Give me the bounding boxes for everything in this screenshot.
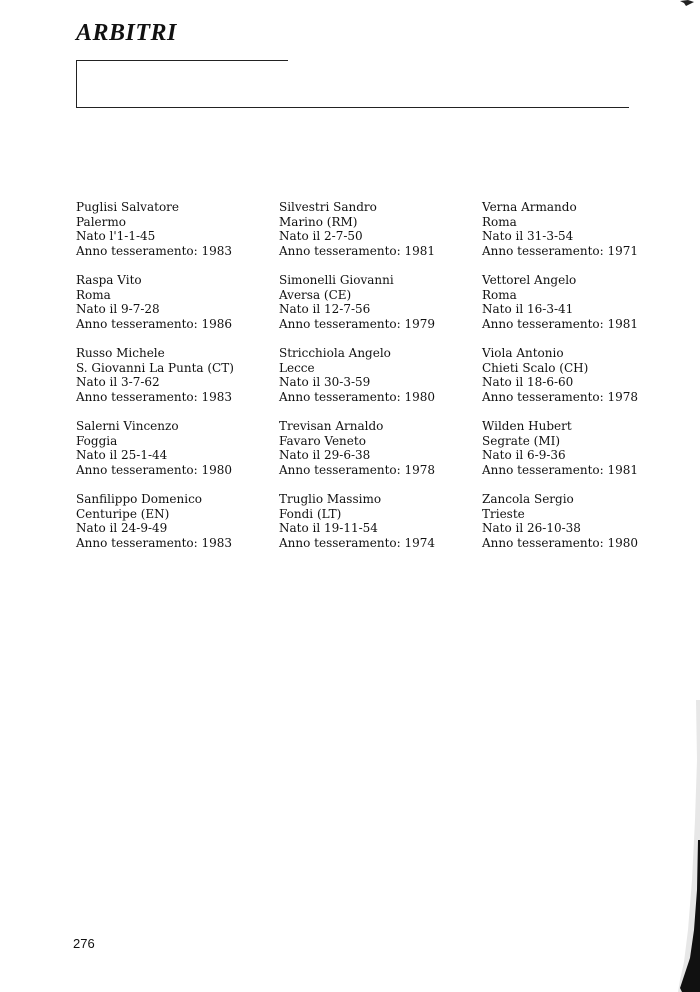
referee-birth: Nato il 18-6-60 (482, 375, 574, 390)
column-3 (482, 200, 672, 565)
referee-entry (482, 200, 672, 273)
column-1 (76, 200, 266, 565)
referee-entry (76, 419, 266, 492)
referee-year: Anno tesseramento: 1981 (279, 243, 436, 258)
referee-name: Verna Armando (482, 200, 577, 214)
referee-entry (279, 273, 469, 346)
referee-entry (279, 492, 469, 565)
referee-place: Roma (482, 287, 517, 302)
referee-birth: Nato il 29-6-38 (279, 448, 371, 463)
referee-entry (76, 492, 266, 565)
referee-name: Zancola Sergio (482, 492, 574, 506)
referee-name: Puglisi Salvatore (76, 200, 180, 214)
referee-entry (76, 273, 266, 346)
referee-name: Wilden Hubert (482, 419, 572, 433)
frame-left-rule (76, 60, 77, 108)
referee-year: Anno tesseramento: 1981 (482, 316, 639, 331)
referee-year: Anno tesseramento: 1981 (482, 462, 639, 477)
referee-year: Anno tesseramento: 1980 (482, 535, 639, 550)
referee-year: Anno tesseramento: 1978 (482, 389, 639, 404)
referee-entry (279, 346, 469, 419)
referee-year: Anno tesseramento: 1980 (76, 462, 233, 477)
referee-entry (482, 492, 672, 565)
referee-name: Viola Antonio (482, 346, 564, 360)
referee-birth: Nato il 30-3-59 (279, 375, 371, 390)
referee-birth: Nato l'1-1-45 (76, 229, 156, 244)
title-frame (76, 60, 629, 108)
referee-year: Anno tesseramento: 1983 (76, 389, 233, 404)
referee-name: Raspa Vito (76, 273, 142, 287)
referee-birth: Nato il 16-3-41 (482, 302, 574, 317)
scan-corner-mark (680, 0, 694, 6)
referee-name: Vettorel Angelo (482, 273, 577, 287)
referee-name: Trevisan Arnaldo (279, 419, 384, 433)
referee-year: Anno tesseramento: 1971 (482, 243, 639, 258)
frame-top-rule (76, 60, 288, 61)
referee-name: Stricchiola Angelo (279, 346, 391, 360)
referee-entry (76, 346, 266, 419)
referee-name: Salerni Vincenzo (76, 419, 179, 433)
referee-place: Foggia (76, 433, 118, 448)
referee-entry (279, 200, 469, 273)
referee-year: Anno tesseramento: 1980 (279, 389, 436, 404)
referee-entry (76, 200, 266, 273)
referee-name: Sanfilippo Domenico (76, 492, 203, 506)
referee-name: Simonelli Giovanni (279, 273, 394, 287)
referee-year: Anno tesseramento: 1983 (76, 243, 233, 258)
referee-place: Chieti Scalo (CH) (482, 360, 589, 375)
referee-birth: Nato il 12-7-56 (279, 302, 371, 317)
referee-year: Anno tesseramento: 1983 (76, 535, 233, 550)
referee-birth: Nato il 24-9-49 (76, 521, 168, 536)
referee-place: Marino (RM) (279, 214, 358, 229)
referee-entry (482, 346, 672, 419)
referee-birth: Nato il 2-7-50 (279, 229, 363, 244)
referee-year: Anno tesseramento: 1979 (279, 316, 436, 331)
referee-year: Anno tesseramento: 1986 (76, 316, 233, 331)
page-title: ARBITRI (76, 20, 177, 46)
page-number: 276 (73, 936, 95, 951)
referee-place: Roma (76, 287, 111, 302)
referee-birth: Nato il 19-11-54 (279, 521, 378, 536)
referee-place: Fondi (LT) (279, 506, 342, 521)
referee-place: Roma (482, 214, 517, 229)
referee-birth: Nato il 6-9-36 (482, 448, 566, 463)
referee-place: Lecce (279, 360, 315, 375)
referee-entry (482, 273, 672, 346)
referee-place: Centuripe (EN) (76, 506, 170, 521)
column-2 (279, 200, 469, 565)
referee-place: Trieste (482, 506, 525, 521)
referee-name: Russo Michele (76, 346, 165, 360)
referee-birth: Nato il 9-7-28 (76, 302, 160, 317)
referee-entry (482, 419, 672, 492)
referee-place: Segrate (MI) (482, 433, 561, 448)
referee-entry (279, 419, 469, 492)
referee-birth: Nato il 25-1-44 (76, 448, 168, 463)
referee-place: S. Giovanni La Punta (CT) (76, 360, 234, 375)
referee-birth: Nato il 31-3-54 (482, 229, 574, 244)
referee-birth: Nato il 3-7-62 (76, 375, 160, 390)
referee-year: Anno tesseramento: 1978 (279, 462, 436, 477)
referee-year: Anno tesseramento: 1974 (279, 535, 436, 550)
frame-bottom-rule (76, 107, 629, 108)
referee-name: Silvestri Sandro (279, 200, 377, 214)
scan-edge-shadow (670, 700, 700, 992)
referee-name: Truglio Massimo (279, 492, 382, 506)
referee-place: Favaro Veneto (279, 433, 366, 448)
referee-birth: Nato il 26-10-38 (482, 521, 581, 536)
referee-place: Aversa (CE) (279, 287, 352, 302)
referee-place: Palermo (76, 214, 126, 229)
